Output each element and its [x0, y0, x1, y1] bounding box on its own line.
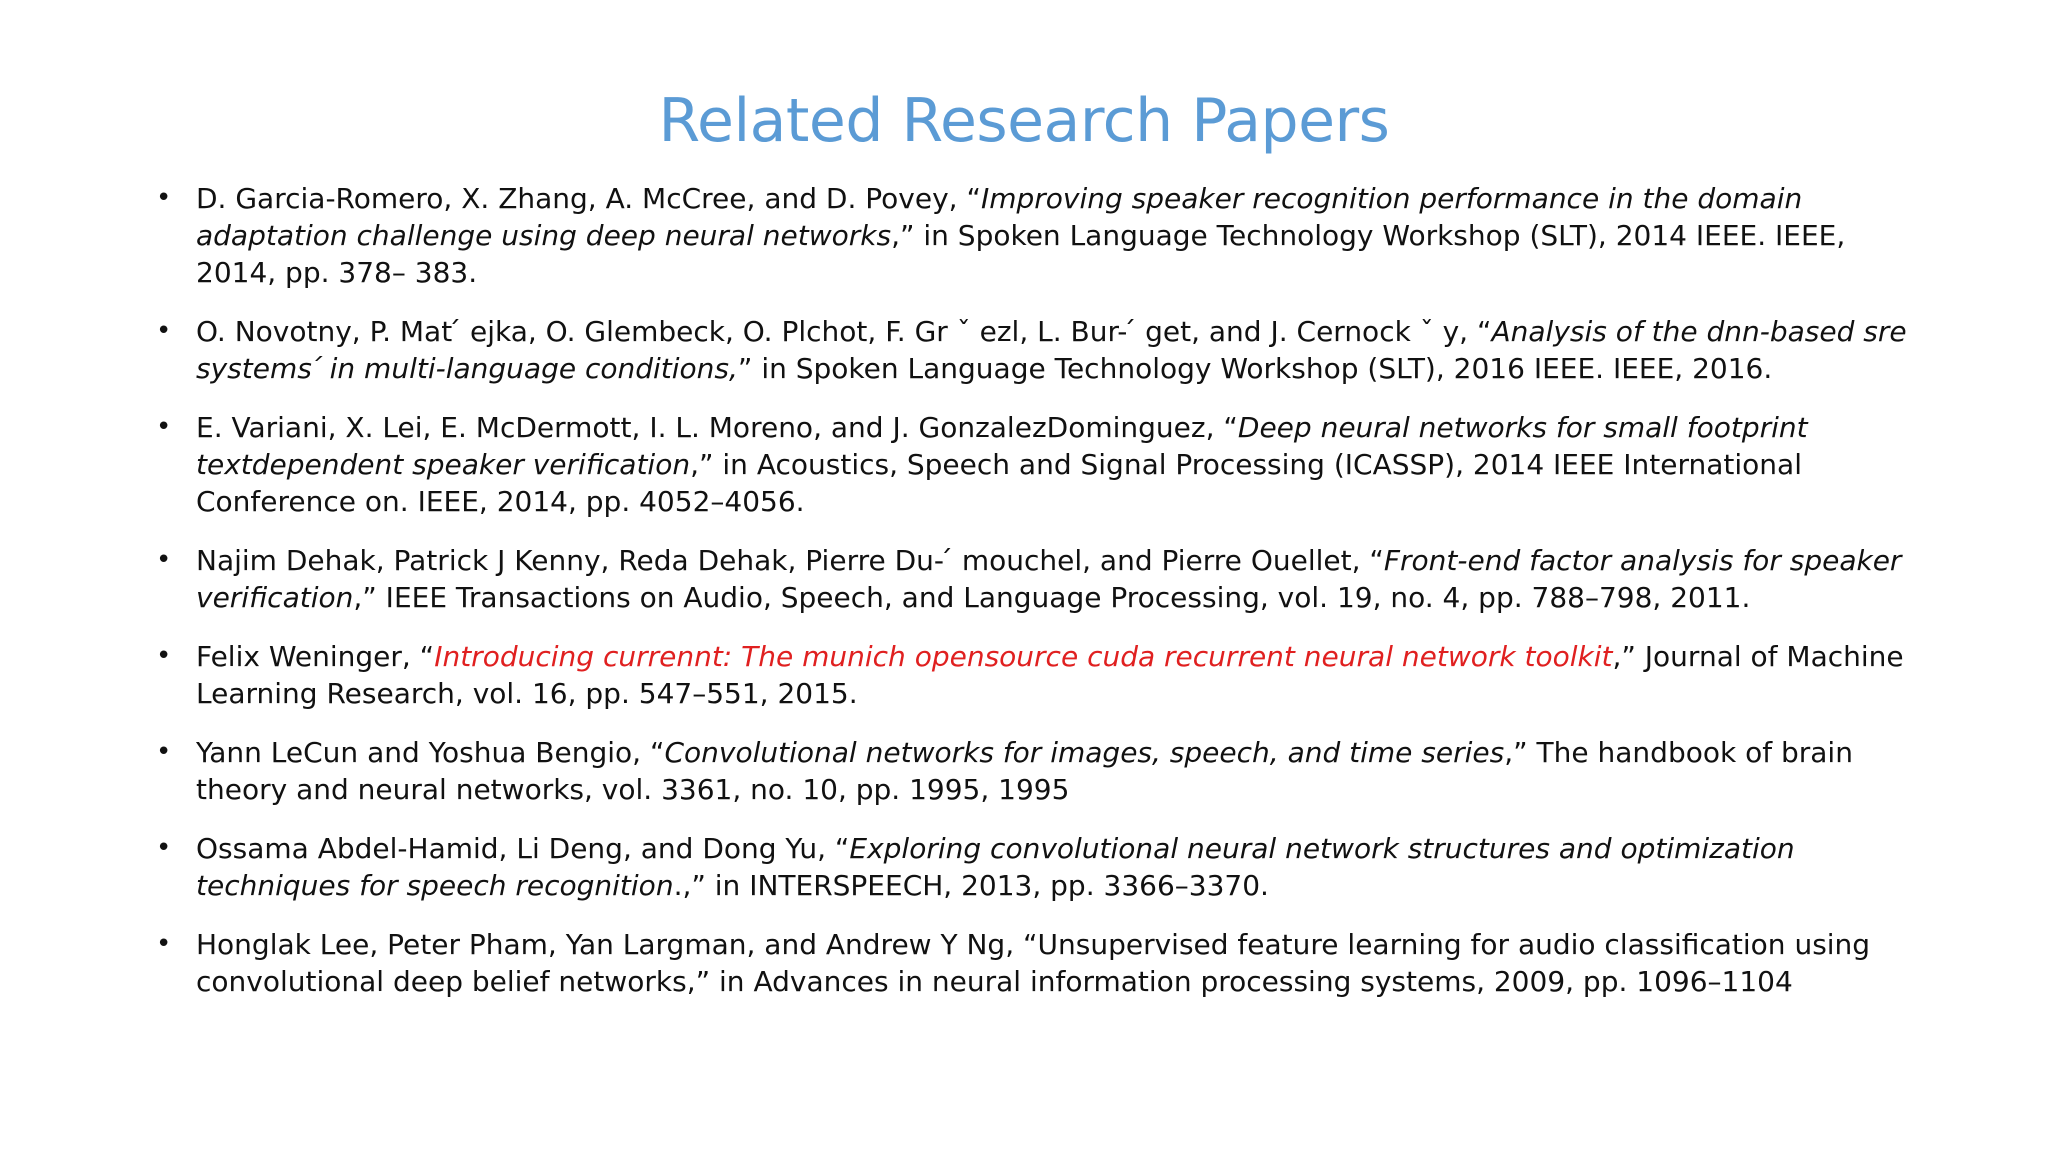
reference-item	[156, 180, 1916, 291]
bullet-icon: •	[156, 737, 172, 767]
bullet-icon: •	[156, 929, 172, 959]
reference-authors: Felix Weninger, “	[196, 640, 435, 673]
reference-title-highlighted: Introducing currennt: The munich opensource cuda recurrent neural network toolkit	[434, 640, 1613, 673]
bullet-icon: •	[156, 641, 172, 671]
reference-text: Honglak Lee, Peter Pham, Yan Largman, and Andrew Y Ng, “Unsupervised feature learning for audio classification using convolutional deep belief networks,” in Advances in neural information processing systems, 2009, pp. 1096–1104	[196, 928, 1871, 998]
reference-list	[156, 180, 1916, 1022]
reference-item	[156, 926, 1916, 1000]
reference-item	[156, 542, 1916, 616]
bullet-icon: •	[156, 545, 172, 575]
bullet-icon: •	[156, 183, 172, 213]
reference-venue: ,” in Acoustics, Speech and Signal Processing (ICASSP), 2014 IEEE International Conference on. IEEE, 2014, pp. 4052–4056.	[196, 448, 1802, 518]
bullet-icon: •	[156, 316, 172, 346]
reference-authors: Yann LeCun and Yoshua Bengio, “	[196, 736, 665, 769]
reference-authors: Najim Dehak, Patrick J Kenny, Reda Dehak, Pierre Du- ́ mouchel, and Pierre Ouellet, “	[196, 544, 1384, 577]
reference-venue: ,” Journal of Machine Learning Research, vol. 16, pp. 547–551, 2015.	[196, 640, 1904, 710]
bullet-icon: •	[156, 833, 172, 863]
bullet-icon: •	[156, 412, 172, 442]
reference-venue: ,” The handbook of brain theory and neural networks, vol. 3361, no. 10, pp. 1995, 1995	[196, 736, 1853, 806]
reference-title: Analysis of the dnn-based sre systems ́ in multi-language conditions,	[196, 315, 1907, 385]
slide-title: Related Research Papers	[658, 86, 1390, 156]
reference-item	[156, 734, 1916, 808]
reference-venue: .,” in INTERSPEECH, 2013, pp. 3366–3370.	[673, 869, 1269, 902]
reference-authors: D. Garcia-Romero, X. Zhang, A. McCree, and D. Povey, “	[196, 182, 981, 215]
reference-title: Convolutional networks for images, speech, and time series	[664, 736, 1505, 769]
reference-authors: E. Variani, X. Lei, E. McDermott, I. L. Moreno, and J. GonzalezDominguez, “	[196, 411, 1238, 444]
reference-item	[156, 313, 1916, 387]
reference-venue: ,” in Spoken Language Technology Workshop (SLT), 2014 IEEE. IEEE, 2014, pp. 378– 383.	[196, 219, 1846, 289]
reference-item	[156, 638, 1916, 712]
reference-venue: ,” IEEE Transactions on Audio, Speech, and Language Processing, vol. 19, no. 4, pp. 788–798, 2011.	[353, 581, 1751, 614]
reference-authors: Ossama Abdel-Hamid, Li Deng, and Dong Yu, “	[196, 832, 850, 865]
reference-item	[156, 409, 1916, 520]
reference-authors: O. Novotny, P. Mat ́ ejka, O. Glembeck, O. Plchot, F. Gr ˇ ezl, L. Bur- ́ get, and J. Cernock ˇ y, “	[196, 315, 1492, 348]
reference-title: Deep neural networks for small footprint textdependent speaker verification	[196, 411, 1808, 481]
reference-title: Front-end factor analysis for speaker verification	[196, 544, 1902, 614]
reference-venue: ” in Spoken Language Technology Workshop (SLT), 2016 IEEE. IEEE, 2016.	[737, 352, 1773, 385]
reference-item	[156, 830, 1916, 904]
reference-title: Exploring convolutional neural network structures and optimization techniques for speech recognition	[196, 832, 1795, 902]
reference-title: Improving speaker recognition performance in the domain adaptation challenge using deep neural networks	[196, 182, 1803, 252]
